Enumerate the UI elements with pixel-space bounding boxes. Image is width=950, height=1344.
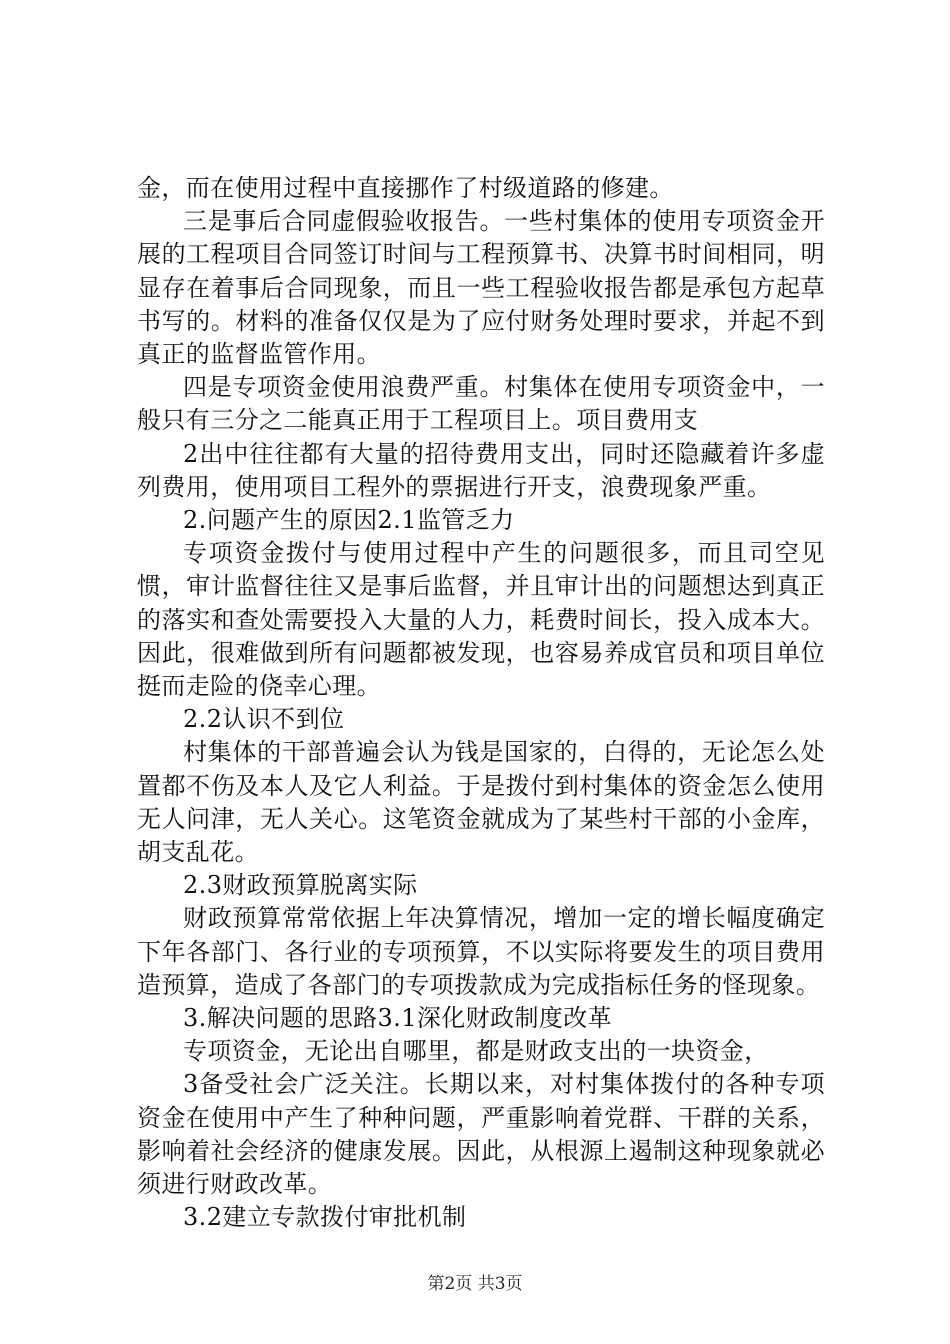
paragraph-6: 专项资金拨付与使用过程中产生的问题很多，而且司空见惯，审计监督往往又是事后监督，并且审计出的问题想达到真正的落实和查处需要投入大量的人力，耗费时间长，投入成本大。因此，很难做到所有问题都被发现，也容易养成官员和项目单位挺而走险的侥幸心理。 (137, 539, 825, 701)
paragraph-1: 金，而在使用过程中直接挪作了村级道路的修建。 (137, 174, 674, 202)
paragraph-2: 三是事后合同虚假验收报告。一些村集体的使用专项资金开展的工程项目合同签订时间与工程预算书、决算书时间相同，明显存在着事后合同现象，而且一些工程验收报告都是承包方起草书写的。材料的准备仅仅是为了应付财务处理时要求，并起不到真正的监督监管作用。 (137, 207, 825, 369)
page-footer: 第2页 共3页 (427, 1274, 523, 1294)
paragraph-3: 四是专项资金使用浪费严重。村集体在使用专项资金中，一般只有三分之二能真正用于工程项目上。项目费用支 (137, 373, 825, 435)
paragraph-10: 财政预算常常依据上年决算情况，增加一定的增长幅度确定下年各部门、各行业的专项预算，不以实际将要发生的项目费用造预算，造成了各部门的专项拨款成为完成指标任务的怪现象。 (137, 904, 825, 999)
paragraph-4: 2出中往往都有大量的招待费用支出，同时还隐藏着许多虚列费用，使用项目工程外的票据进行开支，浪费现象严重。 (137, 439, 825, 501)
paragraph-13: 3备受社会广泛关注。长期以来，对村集体拨付的各种专项资金在使用中产生了种种问题，严重影响着党群、干群的关系，影响着社会经济的健康发展。因此，从根源上遏制这种现象就必须进行财政改革。 (137, 1070, 825, 1199)
section-heading-2-3: 2.3财政预算脱离实际 (183, 871, 418, 900)
section-heading-2-1: 2.问题产生的原因2.1监管乏力 (183, 506, 515, 535)
paragraph-12: 专项资金，无论出自哪里，都是财政支出的一块资金， (183, 1037, 769, 1066)
section-heading-2-2: 2.2认识不到位 (183, 705, 345, 734)
paragraph-8: 村集体的干部普遍会认为钱是国家的，白得的，无论怎么处置都不伤及本人及它人利益。于是拨付到村集体的资金怎么使用无人问津，无人关心。这笔资金就成为了某些村干部的小金库，胡支乱花。 (137, 738, 825, 867)
section-heading-3-1: 3.解决问题的思路3.1深化财政制度改革 (183, 1004, 613, 1033)
section-heading-3-2: 3.2建立专款拨付审批机制 (183, 1203, 467, 1232)
document-body (137, 172, 825, 1235)
